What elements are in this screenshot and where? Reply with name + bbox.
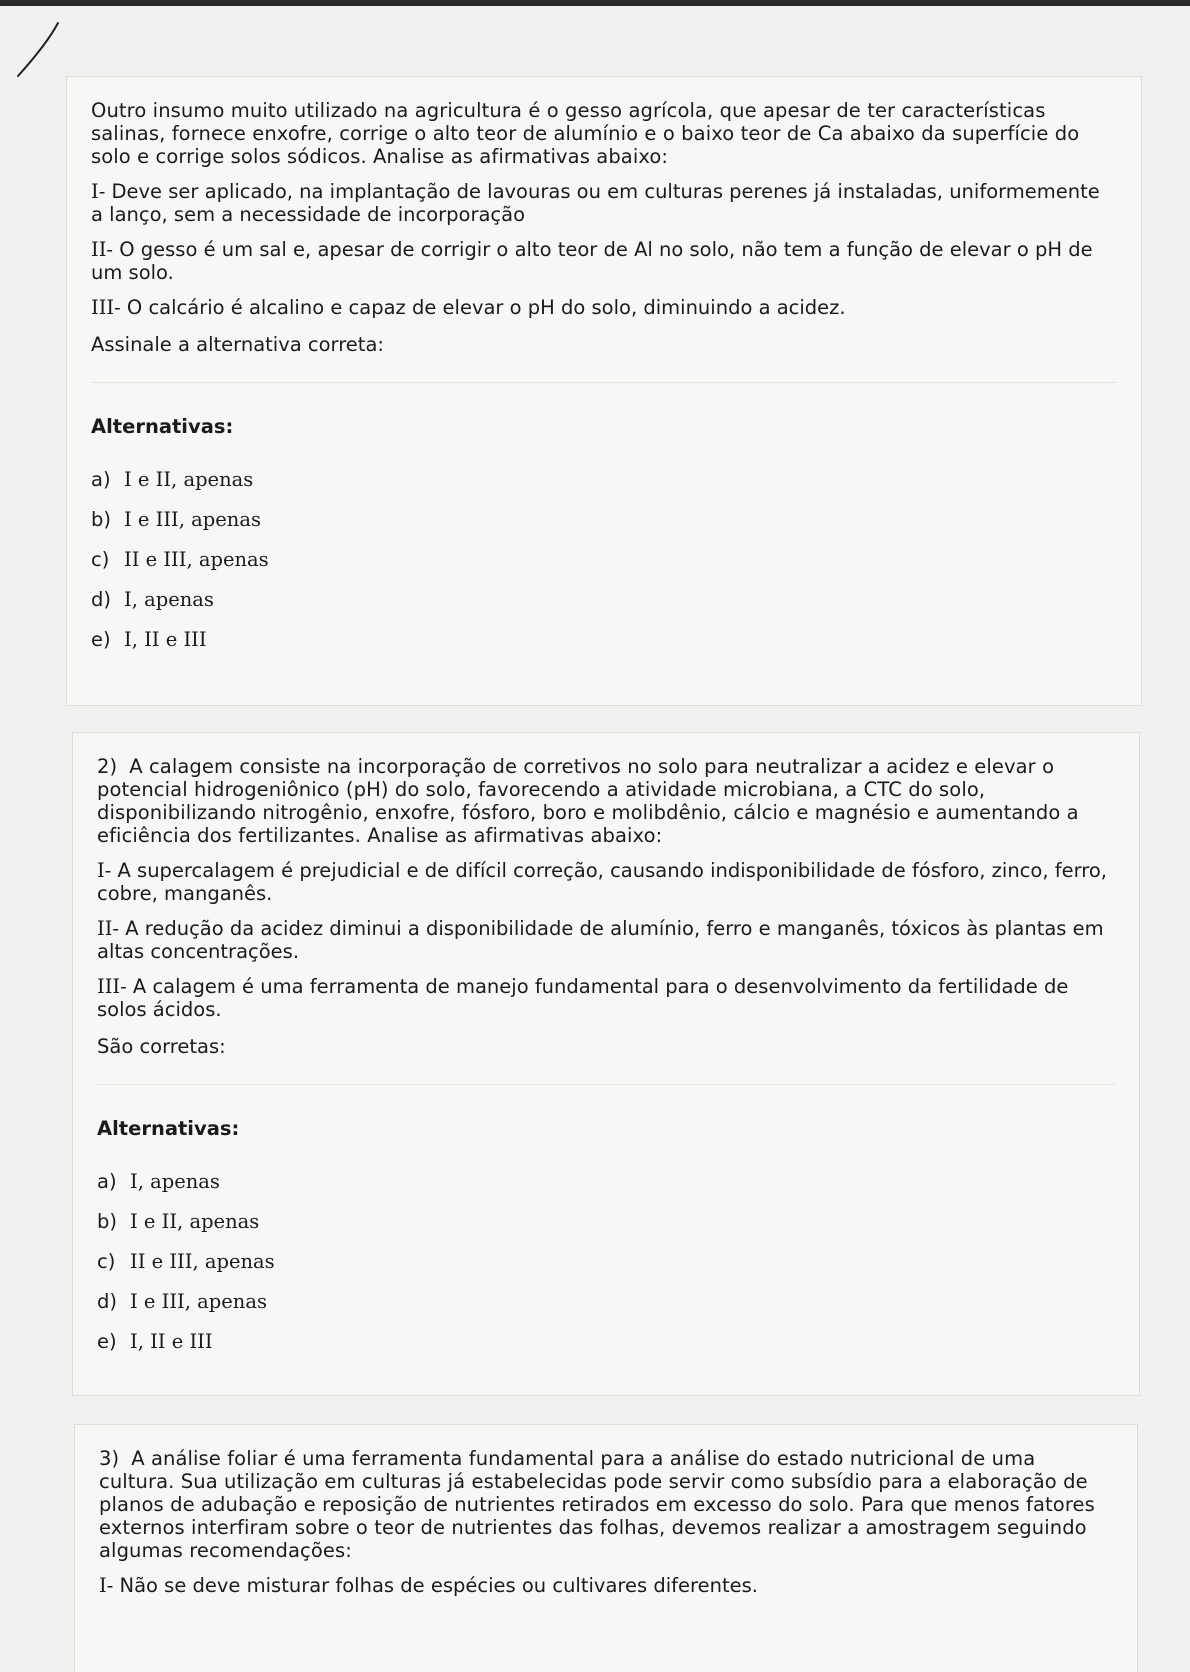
question-stem: 3) A análise foliar é uma ferramenta fundamental para a análise do estado nutricional de uma cultura. Sua utilização em culturas já estabelecidas pode servir como subsídio para a elaboração de planos de adubação e reposição de nutrientes retirados em excesso do solo. Para que menos fatores externos interfiram sobre o teor de nutrientes das folhas, devemos realizar a amostragem seguindo algumas recomendações: bbox=[99, 1447, 1095, 1562]
divider bbox=[97, 1084, 1115, 1085]
alternatives-title: Alternativas: bbox=[91, 415, 234, 438]
statement-1: I- A supercalagem é prejudicial e de difícil correção, causando indisponibilidade de fósforo, zinco, ferro, cobre, manganês. bbox=[97, 859, 1107, 905]
option-d[interactable]: d) I, apenas bbox=[91, 588, 214, 611]
divider bbox=[91, 382, 1117, 383]
statement-3: III- A calagem é uma ferramenta de manejo fundamental para o desenvolvimento da fertilidade de solos ácidos. bbox=[97, 975, 1069, 1021]
option-d[interactable]: d) I e III, apenas bbox=[97, 1290, 267, 1313]
option-c[interactable]: c) II e III, apenas bbox=[97, 1250, 275, 1273]
alternatives-title: Alternativas: bbox=[97, 1117, 240, 1140]
question-2-card bbox=[72, 732, 1140, 1396]
question-stem: Outro insumo muito utilizado na agricultura é o gesso agrícola, que apesar de ter características salinas, fornece enxofre, corrige o alto teor de alumínio e o baixo teor de Ca abaixo da superfície do solo e corrige solos sódicos. Analise as afirmativas abaixo: bbox=[91, 99, 1080, 168]
page-top-edge bbox=[0, 0, 1190, 6]
options-list bbox=[97, 1162, 1115, 1362]
question-stem: 2) A calagem consiste na incorporação de corretivos no solo para neutralizar a acidez e elevar o potencial hidrogeniônico (pH) do solo, favorecendo a atividade microbiana, a CTC do solo, disponibilizando nitrogênio, enxofre, fósforo, boro e molibdênio, cálcio e magnésio e aumentando a eficiência dos fertilizantes. Analise as afirmativas abaixo: bbox=[97, 755, 1079, 847]
option-e[interactable]: e) I, II e III bbox=[91, 628, 207, 651]
option-b[interactable]: b) I e II, apenas bbox=[97, 1210, 260, 1233]
option-c[interactable]: c) II e III, apenas bbox=[91, 548, 269, 571]
question-1-card bbox=[66, 76, 1142, 706]
option-b[interactable]: b) I e III, apenas bbox=[91, 508, 261, 531]
statement-1: I- Não se deve misturar folhas de espécies ou cultivares diferentes. bbox=[99, 1574, 758, 1597]
question-3-card bbox=[74, 1424, 1138, 1672]
question-prompt: Assinale a alternativa correta: bbox=[91, 333, 384, 356]
statement-1: I- Deve ser aplicado, na implantação de lavouras ou em culturas perenes já instaladas, uniformemente a lanço, sem a necessidade de incorporação bbox=[91, 180, 1100, 226]
question-number: 3) bbox=[99, 1447, 120, 1470]
statement-2: II- O gesso é um sal e, apesar de corrigir o alto teor de Al no solo, não tem a função de elevar o pH de um solo. bbox=[91, 238, 1093, 284]
question-number: 2) bbox=[97, 755, 118, 778]
option-e[interactable]: e) I, II e III bbox=[97, 1330, 213, 1353]
pen-stroke-mark bbox=[14, 20, 64, 80]
statement-3: III- O calcário é alcalino e capaz de elevar o pH do solo, diminuindo a acidez. bbox=[91, 296, 846, 319]
option-a[interactable]: a) I, apenas bbox=[97, 1170, 220, 1193]
statement-2: II- A redução da acidez diminui a disponibilidade de alumínio, ferro e manganês, tóxicos às plantas em altas concentrações. bbox=[97, 917, 1104, 963]
question-prompt: São corretas: bbox=[97, 1035, 226, 1058]
options-list bbox=[91, 460, 1117, 660]
option-a[interactable]: a) I e II, apenas bbox=[91, 468, 254, 491]
